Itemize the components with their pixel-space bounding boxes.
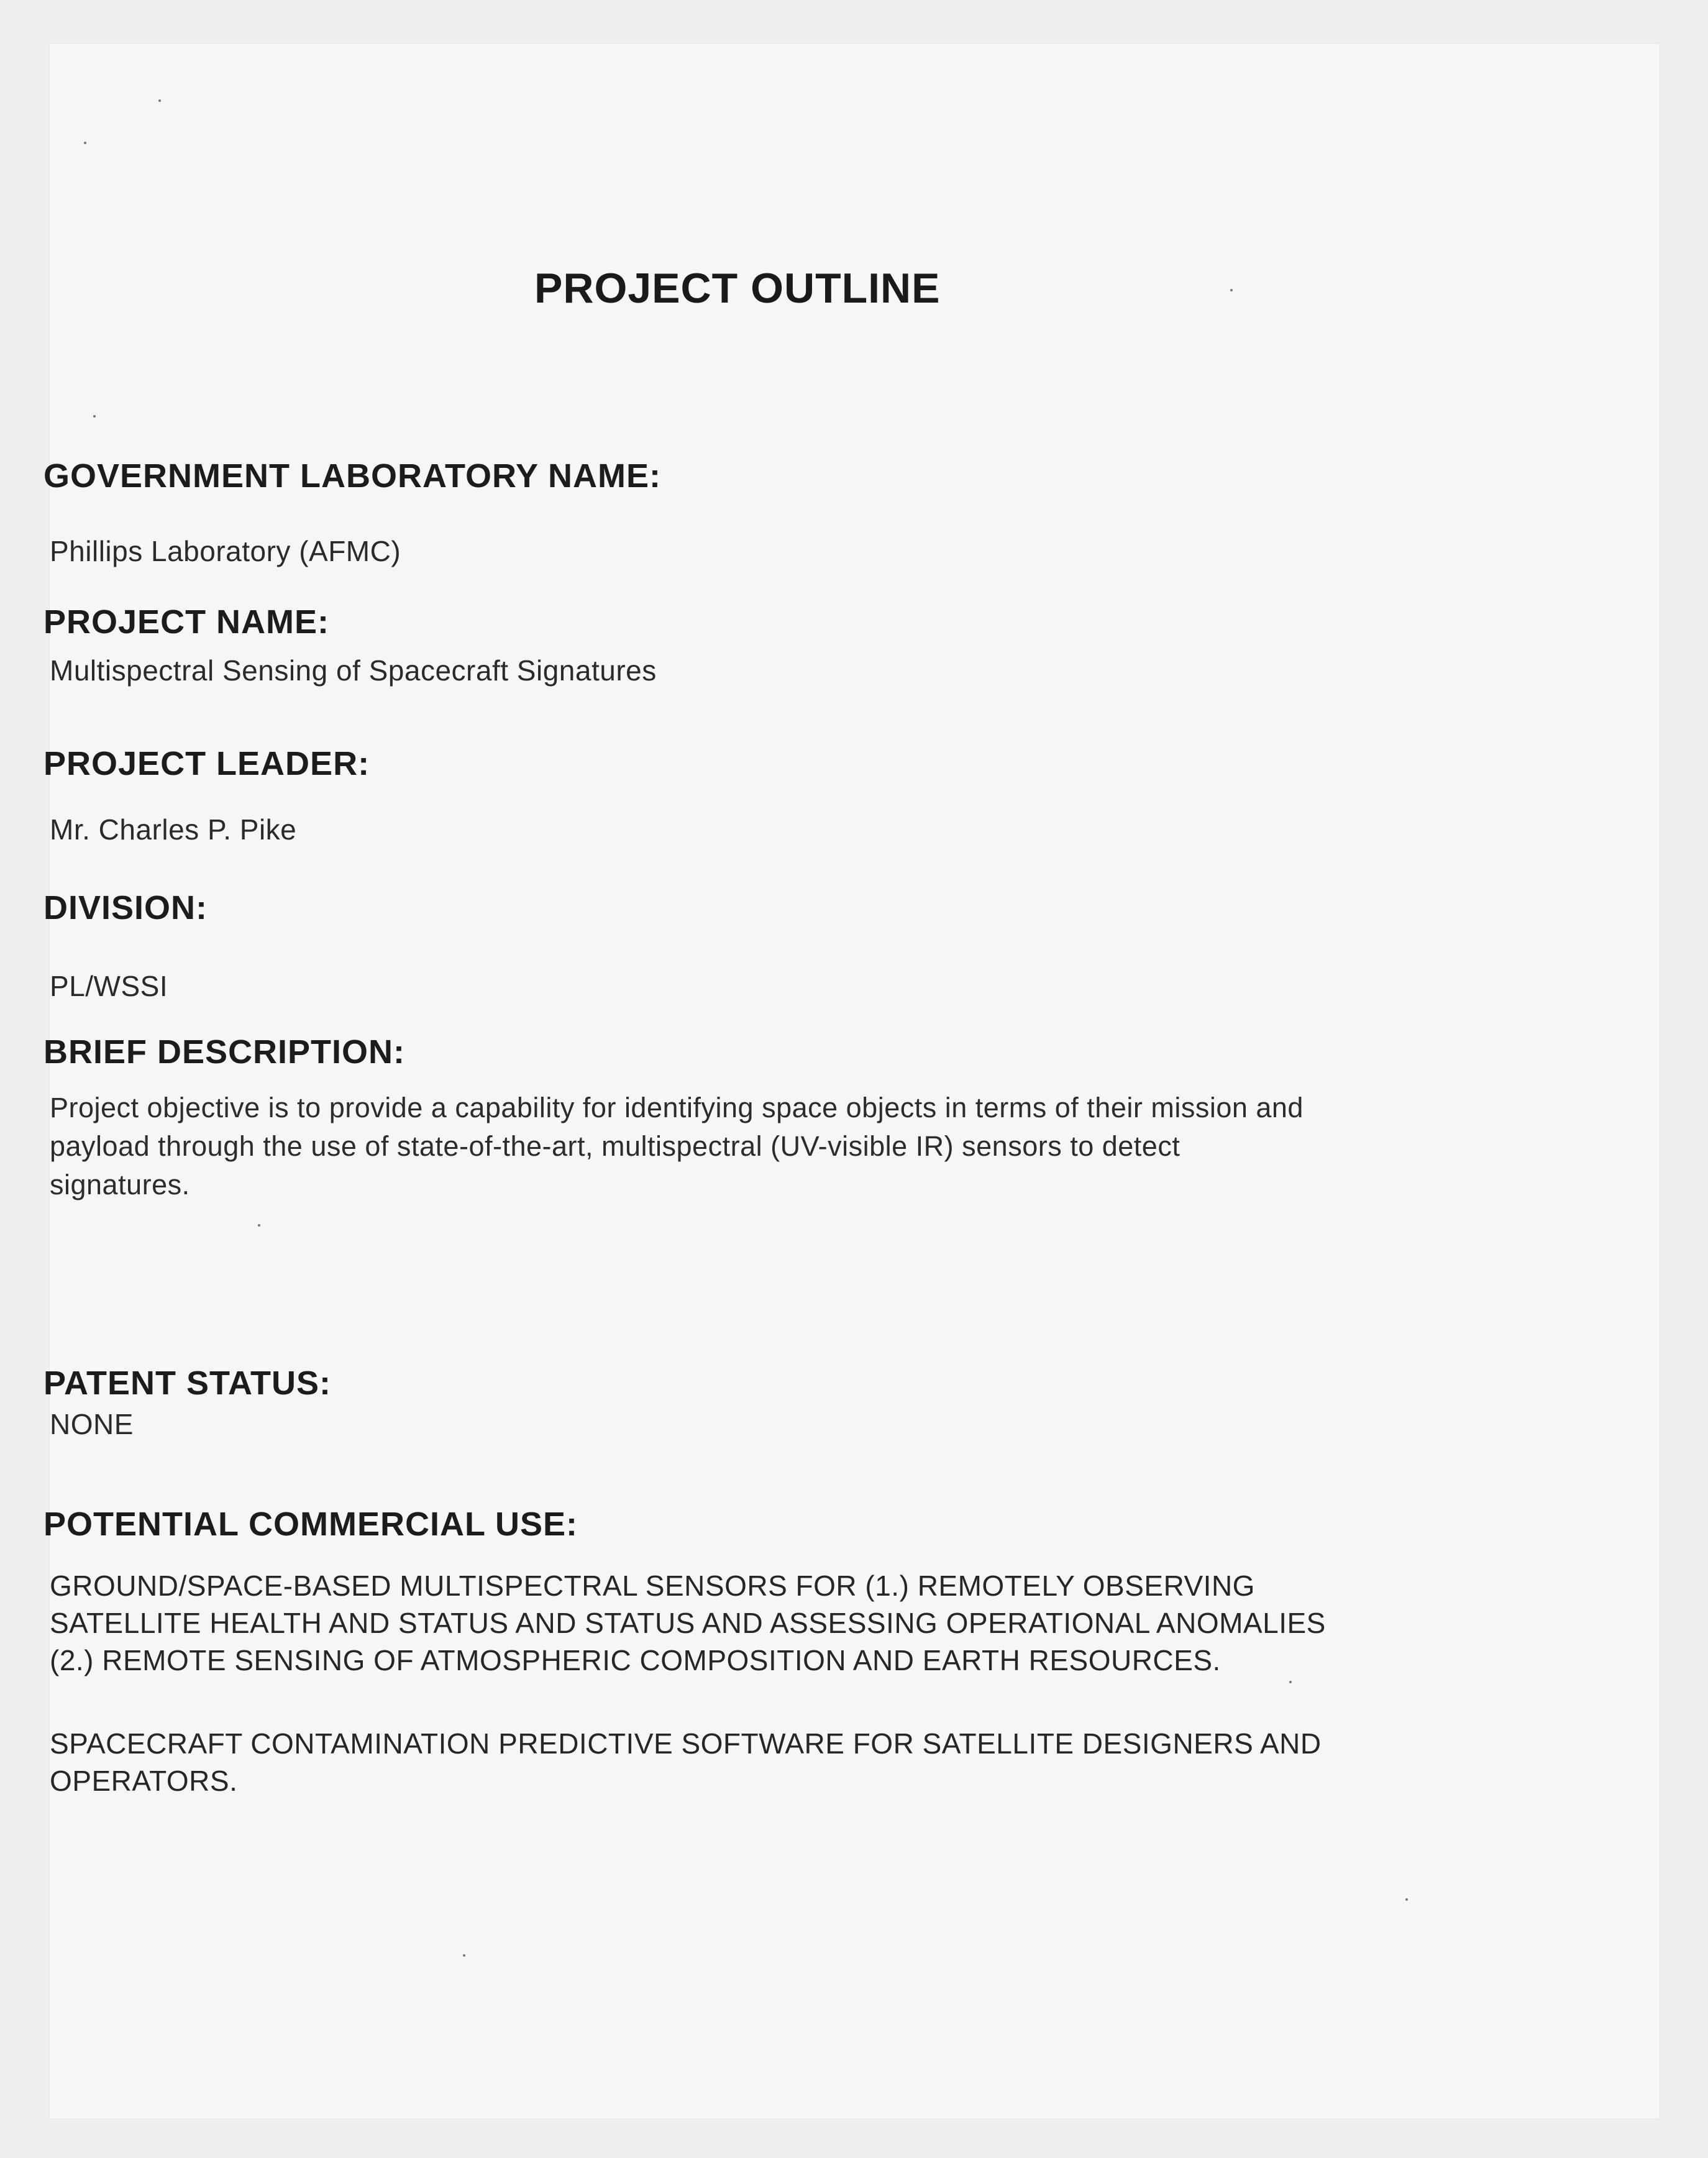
patent-status-value: NONE: [50, 1408, 134, 1440]
scan-speck: [1405, 1898, 1408, 1901]
scan-speck: [93, 415, 96, 418]
page-title: PROJECT OUTLINE: [534, 265, 941, 312]
lab-name-heading: GOVERNMENT LABORATORY NAME:: [43, 457, 662, 495]
commercial-use-heading: POTENTIAL COMMERCIAL USE:: [43, 1506, 578, 1543]
scan-speck: [84, 142, 86, 144]
commercial-use-line: GROUND/SPACE-BASED MULTISPECTRAL SENSORS FOR (1.) REMOTELY OBSERVING: [50, 1570, 1255, 1602]
brief-description-line: Project objective is to provide a capability for identifying space objects in terms of their mission and: [50, 1092, 1304, 1123]
patent-status-heading: PATENT STATUS:: [43, 1365, 331, 1402]
scan-speck: [1289, 1681, 1292, 1683]
project-name-heading: PROJECT NAME:: [43, 603, 330, 641]
brief-description-heading: BRIEF DESCRIPTION:: [43, 1033, 406, 1071]
scan-speck: [463, 1954, 465, 1957]
scan-speck: [258, 1224, 260, 1227]
commercial-use-line: (2.) REMOTE SENSING OF ATMOSPHERIC COMPOSITION AND EARTH RESOURCES.: [50, 1644, 1221, 1676]
brief-description-text: [50, 1089, 1479, 1204]
lab-name-value: Phillips Laboratory (AFMC): [50, 535, 401, 567]
project-leader-heading: PROJECT LEADER:: [43, 745, 370, 782]
division-value: PL/WSSI: [50, 970, 168, 1002]
commercial-use-paragraph-2: [50, 1725, 1322, 1799]
scan-speck: [158, 99, 161, 102]
division-heading: DIVISION:: [43, 889, 208, 926]
commercial-use-paragraph-1: [50, 1567, 1326, 1679]
commercial-use-line: SATELLITE HEALTH AND STATUS AND STATUS AND ASSESSING OPERATIONAL ANOMALIES: [50, 1607, 1326, 1639]
project-leader-value: Mr. Charles P. Pike: [50, 813, 297, 846]
brief-description-line: signatures.: [50, 1169, 190, 1200]
brief-description-line: payload through the use of state-of-the-art, multispectral (UV-visible IR) sensors to detect: [50, 1130, 1181, 1162]
commercial-use-line: SPACECRAFT CONTAMINATION PREDICTIVE SOFTWARE FOR SATELLITE DESIGNERS AND: [50, 1727, 1322, 1760]
scan-speck: [1230, 289, 1233, 291]
commercial-use-line: OPERATORS.: [50, 1765, 238, 1797]
document-page: [50, 43, 1659, 2119]
project-name-value: Multispectral Sensing of Spacecraft Signatures: [50, 654, 657, 687]
